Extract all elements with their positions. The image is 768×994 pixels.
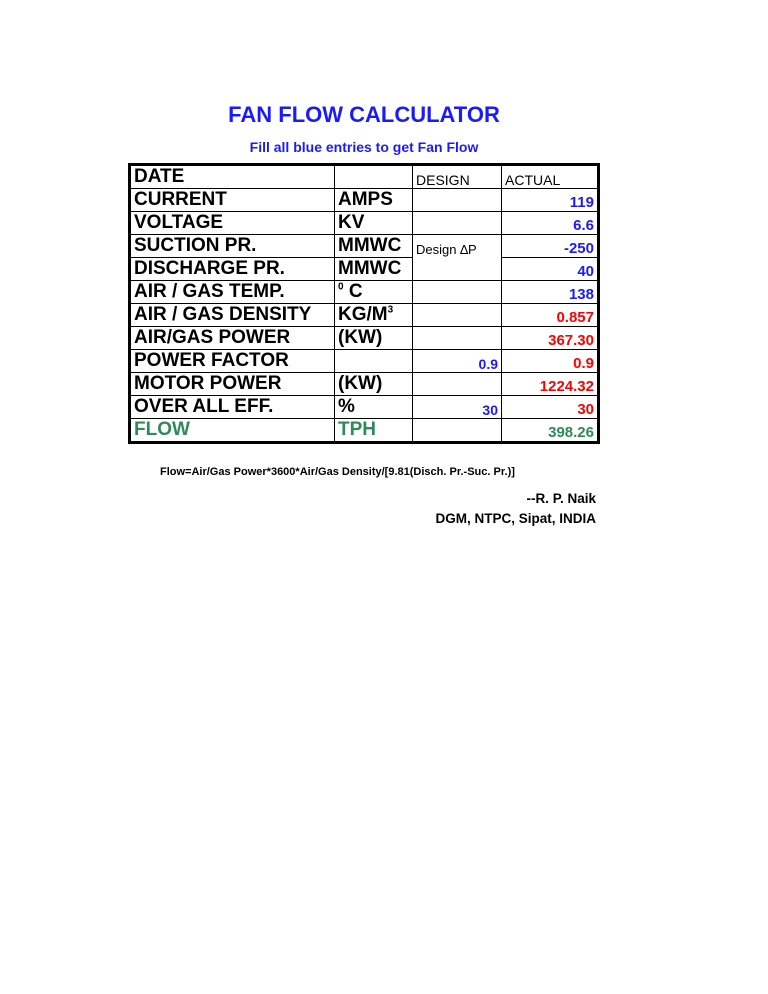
header-actual: ACTUAL [502,165,599,189]
row-design[interactable] [413,212,502,235]
row-design [413,419,502,443]
row-actual: 30 [502,396,599,419]
page-title: FAN FLOW CALCULATOR [228,102,500,127]
row-actual: 0.9 [502,350,599,373]
table-row [130,235,599,258]
fan-flow-table [128,163,600,444]
row-param: DISCHARGE PR. [130,258,335,281]
flow-label: FLOW [130,419,335,443]
table-row [130,281,599,304]
row-unit: AMPS [335,189,413,212]
table-row [130,212,599,235]
row-unit: KV [335,212,413,235]
row-design[interactable] [413,189,502,212]
header-param: DATE [130,165,335,189]
row-design[interactable] [413,258,502,281]
table-row [130,419,599,443]
row-unit: MMWC [335,258,413,281]
row-actual: 367.30 [502,327,599,350]
author-affiliation: DGM, NTPC, Sipat, INDIA [435,511,596,526]
row-actual: 1224.32 [502,373,599,396]
row-param: AIR / GAS DENSITY [130,304,335,327]
header-unit [335,165,413,189]
row-unit: (KW) [335,327,413,350]
row-actual: 0.857 [502,304,599,327]
table-row [130,373,599,396]
unit-text: C [343,281,363,302]
table-row [130,350,599,373]
header-design: DESIGN [413,165,502,189]
row-design [413,304,502,327]
row-param: POWER FACTOR [130,350,335,373]
table-row [130,258,599,281]
row-actual[interactable]: 119 [502,189,599,212]
row-design[interactable] [413,281,502,304]
row-actual[interactable]: 40 [502,258,599,281]
row-design [413,373,502,396]
page-subtitle: Fill all blue entries to get Fan Flow [249,139,479,155]
row-design[interactable]: 0.9 [413,350,502,373]
author-name: --R. P. Naik [526,491,596,506]
row-unit: MMWC [335,235,413,258]
row-param: CURRENT [130,189,335,212]
row-param: OVER ALL EFF. [130,396,335,419]
row-actual[interactable]: 138 [502,281,599,304]
row-unit: (KW) [335,373,413,396]
flow-result: 398.26 [502,419,599,443]
table-row [130,396,599,419]
row-unit [335,281,413,304]
flow-formula: Flow=Air/Gas Power*3600*Air/Gas Density/[9.81(Disch. Pr.-Suc. Pr.)] [160,466,515,478]
row-param: MOTOR POWER [130,373,335,396]
table-row [130,327,599,350]
row-actual[interactable]: 6.6 [502,212,599,235]
degree-superscript: 0 [338,281,344,293]
table-row [130,189,599,212]
author-block [435,489,596,529]
table-header-row [130,165,599,189]
row-param: AIR / GAS TEMP. [130,281,335,304]
unit-text: KG/M [338,304,388,325]
row-unit: % [335,396,413,419]
row-unit [335,350,413,373]
row-design[interactable]: 30 [413,396,502,419]
design-delta-p-label: Design ∆P [413,235,502,258]
row-param: VOLTAGE [130,212,335,235]
row-param: AIR/GAS POWER [130,327,335,350]
table-row [130,304,599,327]
row-actual[interactable]: -250 [502,235,599,258]
row-design [413,327,502,350]
row-param: SUCTION PR. [130,235,335,258]
flow-unit: TPH [335,419,413,443]
row-unit [335,304,413,327]
cube-superscript: 3 [387,304,394,316]
